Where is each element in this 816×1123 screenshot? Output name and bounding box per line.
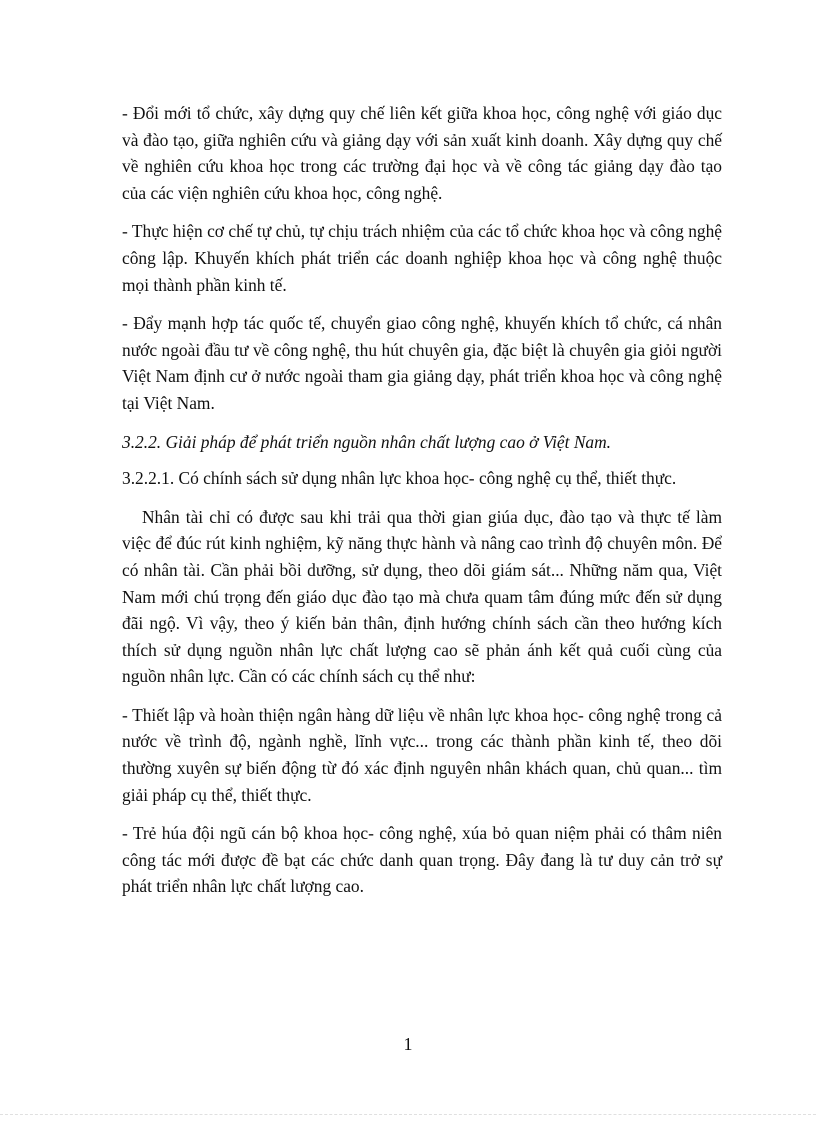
- section-heading: 3.2.2. Giải pháp để phát triển nguồn nhân chất lượng cao ở Việt Nam.: [122, 431, 612, 452]
- bullet-paragraph: - Trẻ húa đội ngũ cán bộ khoa học- công nghệ, xúa bỏ quan niệm phải có thâm niên công tác mới được đề bạt các chức danh quan trọng. Đây đang là tư duy cản trở sự phát triển nhân lực chất lượng cao.: [122, 823, 722, 897]
- page-number: 1: [403, 1034, 413, 1054]
- paragraph: - Đổi mới tổ chức, xây dựng quy chế liên kết giữa khoa học, công nghệ với giáo dục và đào tạo, giữa nghiên cứu và giảng dạy với sản xuất kinh doanh. Xây dựng quy chế về nghiên cứu khoa học trong các trường đại học và về công tác giảng dạy đào tạo của các viện nghiên cứu khoa học, công nghệ.: [122, 103, 722, 203]
- paragraph: - Đẩy mạnh hợp tác quốc tế, chuyển giao công nghệ, khuyến khích tổ chức, cá nhân nước ngoài đầu tư về công nghệ, thu hút chuyên gia, đặc biệt là chuyên gia giỏi người Việt Nam định cư ở nước ngoài tham gia giảng dạy, phát triển khoa học và công nghệ tại Việt Nam.: [122, 313, 722, 413]
- document-body: [122, 100, 722, 912]
- bullet-paragraph: - Thiết lập và hoàn thiện ngân hàng dữ liệu về nhân lực khoa học- công nghệ trong cả nước về trình độ, ngành nghề, lĩnh vực... trong các thành phần kinh tế, theo dõi thường xuyên sự biến động từ đó xác định nguyên nhân khách quan, chủ quan... tìm giải pháp cụ thể, thiết thực.: [122, 704, 722, 805]
- page-bottom-divider: [0, 1114, 816, 1115]
- paragraph: - Thực hiện cơ chế tự chủ, tự chịu trách nhiệm của các tổ chức khoa học và công nghệ công lập. Khuyến khích phát triển các doanh nghiệp khoa học và công nghệ thuộc mọi thành phần kinh tế.: [122, 221, 722, 295]
- subsection-heading: 3.2.2.1. Có chính sách sử dụng nhân lực khoa học- công nghệ cụ thể, thiết thực.: [122, 468, 677, 489]
- body-paragraph: Nhân tài chỉ có được sau khi trải qua thời gian giúa dục, đào tạo và thực tế làm việc để đúc rút kinh nghiệm, kỹ năng thực hành và nâng cao trình độ chuyên môn. Để có nhân tài. Cần phải bồi dưỡng, sử dụng, theo dõi giám sát... Những năm qua, Việt Nam mới chú trọng đến giáo dục đào tạo mà chưa quam tâm đúng mức đến sử dụng đãi ngộ. Vì vậy, theo ý kiến bản thân, định hướng chính sách cần theo hướng kích thích sử dụng nguồn nhân lực chất lượng cao sẽ phản ánh kết quả cuối cùng của nguồn nhân lực. Cần có các chính sách cụ thể như:: [122, 506, 722, 687]
